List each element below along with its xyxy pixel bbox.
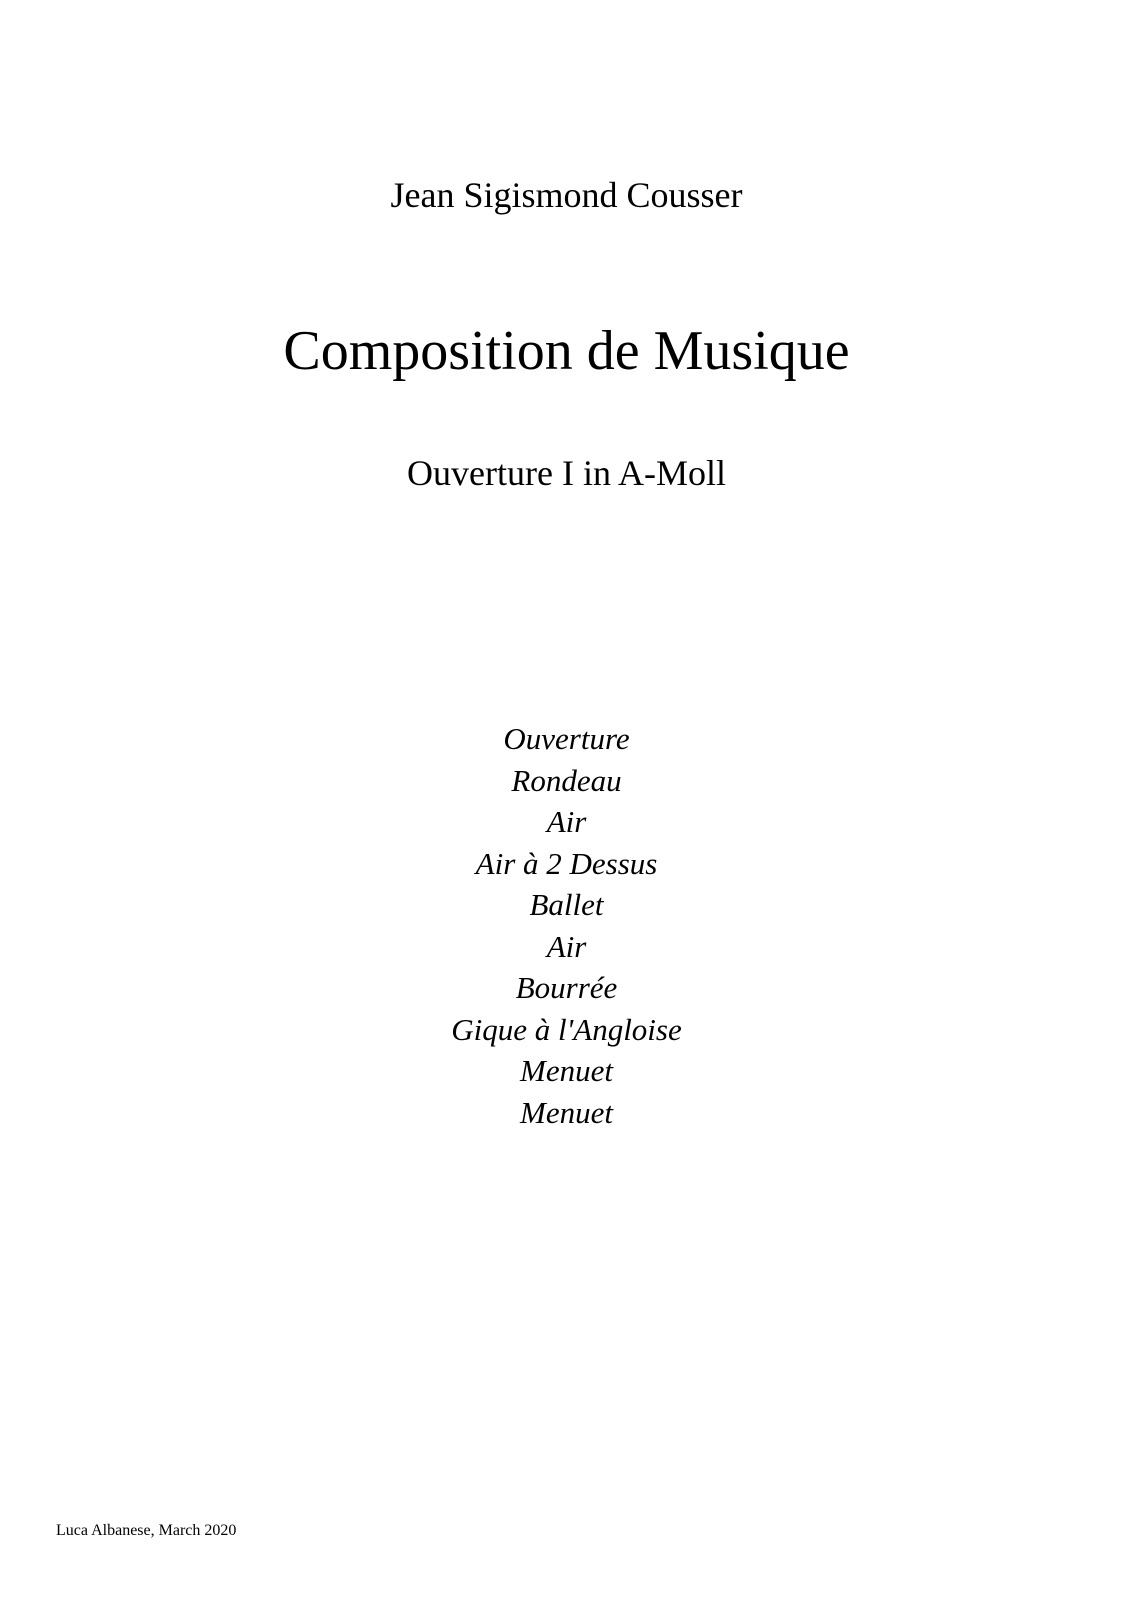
movement-item: Ouverture (503, 721, 630, 756)
movement-list (0, 718, 1133, 1133)
movement-item: Rondeau (511, 762, 622, 798)
composer-name: Jean Sigismond Cousser (390, 175, 743, 215)
page-title: Composition de Musique (283, 320, 850, 382)
movement-item: Ballet (529, 887, 604, 922)
footer-credit: Luca Albanese, March 2020 (56, 1522, 237, 1539)
movement-item: Menuet (520, 1053, 613, 1088)
movement-item: Gique à l'Angloise (451, 1011, 682, 1047)
movement-item: Air (546, 804, 587, 839)
movement-item: Menuet (520, 1094, 613, 1130)
movement-item: Air à 2 Dessus (475, 845, 658, 881)
movement-item: Air (546, 928, 587, 964)
page-subtitle: Ouverture I in A-Moll (407, 453, 726, 493)
movement-item: Bourrée (515, 970, 618, 1005)
